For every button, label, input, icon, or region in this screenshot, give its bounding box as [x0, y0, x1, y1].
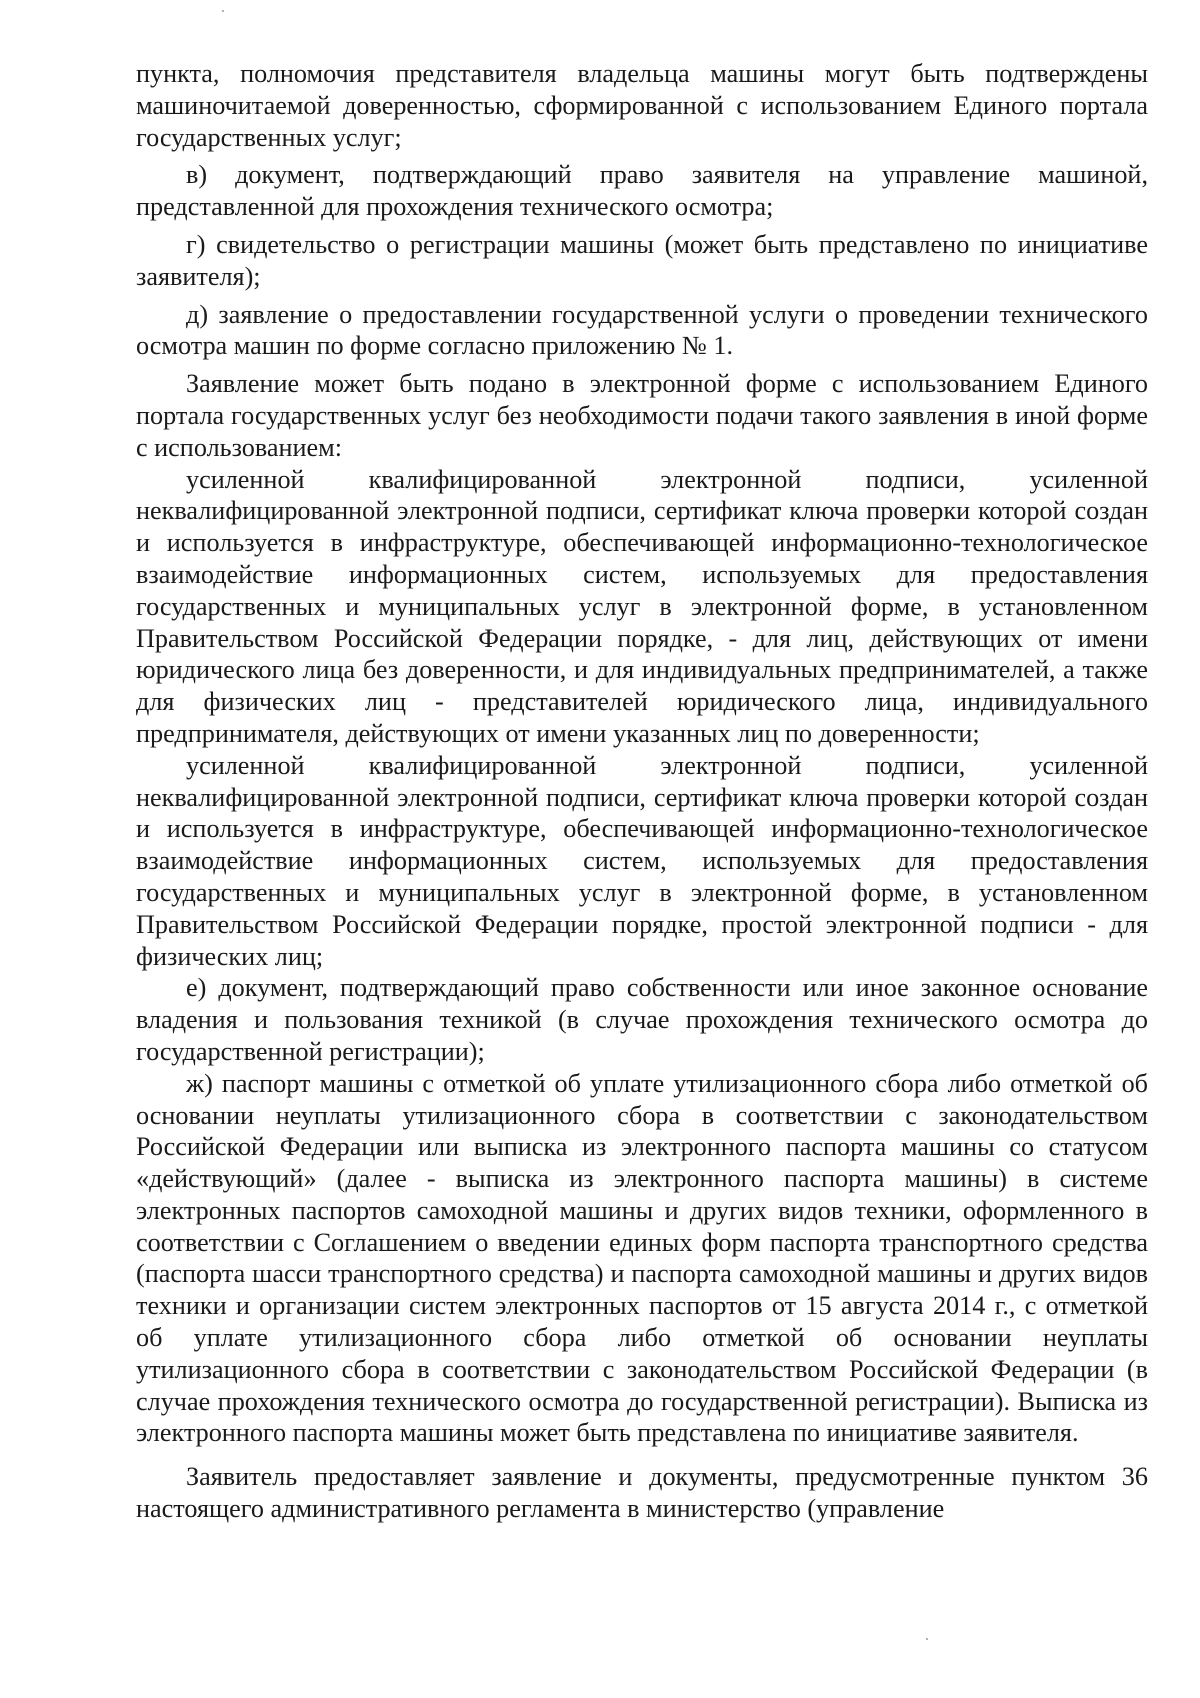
paragraph-item-v: в) документ, подтверждающий право заявителя на управление машиной, представленной для прохождения технического осмотра;	[136, 160, 1148, 222]
paragraph-applicant-submits: Заявитель предоставляет заявление и документы, предусмотренные пунктом 36 настоящего административного регламента в министерство (управление	[136, 1462, 1148, 1524]
paragraph-signature-legal-entities: усиленной квалифицированной электронной подписи, усиленной неквалифицированной электронной подписи, сертификат ключа проверки которой создан и используется в инфраструктуре, обеспечивающей информационно-технологическое взаимодействие информационных систем, используемых для предоставления государственных и муниципальных услуг в электронной форме, в установленном Правительством Российской Федерации порядке, - для лиц, действующих от имени юридического лица без доверенности, и для индивидуальных предпринимателей, а также для физических лиц - представителей юридического лица, индивидуального предпринимателя, действующих от имени указанных лиц по доверенности;	[136, 464, 1148, 748]
scan-speck-mark	[222, 10, 224, 12]
paragraph-continuation: пункта, полномочия представителя владельца машины могут быть подтверждены машиночитаемой доверенностью, сформированной с использованием Единого портала государственных услуг;	[136, 59, 1148, 152]
scan-speck-mark	[926, 1638, 928, 1640]
paragraph-signature-individuals: усиленной квалифицированной электронной подписи, усиленной неквалифицированной электронной подписи, сертификат ключа проверки которой создан и используется в инфраструктуре, обеспечивающей информационно-технологическое взаимодействие информационных систем, используемых для предоставления государственных и муниципальных услуг в электронной форме, в установленном Правительством Российской Федерации порядке, простой электронной подписи - для физических лиц;	[136, 750, 1148, 971]
paragraph-item-e: е) документ, подтверждающий право собственности или иное законное основание владения и пользования техникой (в случае прохождения технического осмотра до государственной регистрации);	[136, 973, 1148, 1066]
paragraph-item-d: д) заявление о предоставлении государственной услуги о проведении технического осмотра машин по форме согласно приложению № 1.	[136, 299, 1148, 361]
paragraph-item-g: г) свидетельство о регистрации машины (может быть представлено по инициативе заявителя);	[136, 229, 1148, 291]
document-body	[136, 58, 1148, 1525]
paragraph-item-zh: ж) паспорт машины с отметкой об уплате утилизационного сбора либо отметкой об основании неуплаты утилизационного сбора в соответствии с законодательством Российской Федерации или выписка из электронного паспорта машины со статусом «действующий» (далее - выписка из электронного паспорта машины) в системе электронных паспортов самоходной машины и других видов техники, оформленного в соответствии с Соглашением о введении единых форм паспорта транспортного средства (паспорта шасси транспортного средства) и паспорта самоходной машины и других видов техники и организации систем электронных паспортов от 15 августа 2014 г., с отметкой об уплате утилизационного сбора либо отметкой об основании неуплаты утилизационного сбора в соответствии с законодательством Российской Федерации (в случае прохождения технического осмотра до государственной регистрации). Выписка из электронного паспорта машины может быть представлена по инициативе заявителя.	[136, 1068, 1148, 1448]
paragraph-electronic-application: Заявление может быть подано в электронной форме с использованием Единого портала государственных услуг без необходимости подачи такого заявления в иной форме с использованием:	[136, 369, 1148, 462]
